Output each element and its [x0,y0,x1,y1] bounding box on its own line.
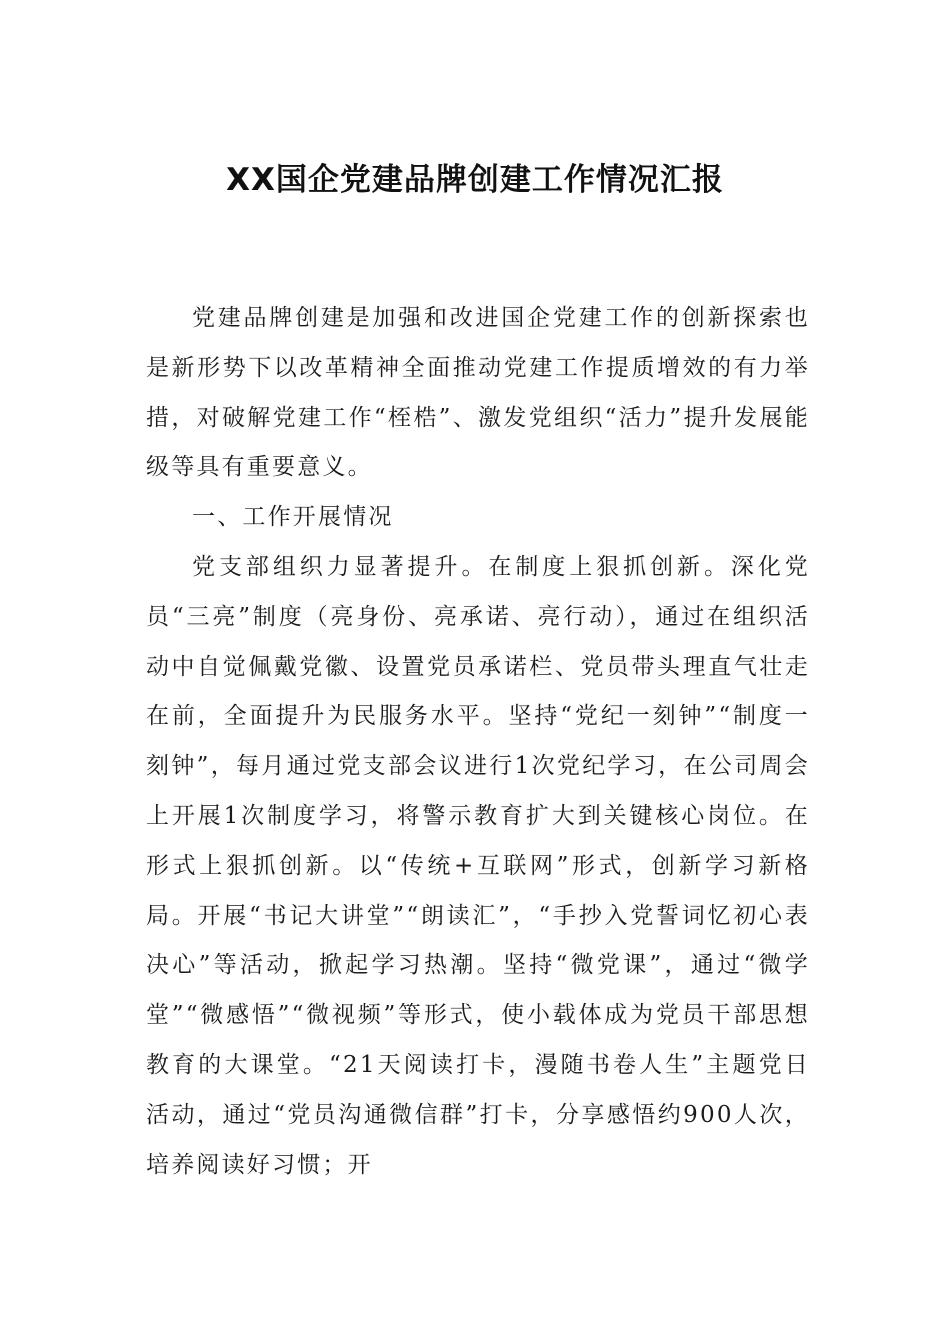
section-heading: 一、工作开展情况 [192,504,394,531]
document-body [146,294,810,1190]
section-paragraph: 党支部组织力显著提升。在制度上狠抓创新。深化党员“三亮”制度（亮身份、亮承诺、亮行动），通过在组织活动中自觉佩戴党徽、设置党员承诺栏、党员带头理直气壮走在前，全面提升为民服务水平。坚持“党纪一刻钟”“制度一刻钟”，每月通过党支部会议进行1次党纪学习，在公司周会上开展1次制度学习，将警示教育扩大到关键核心岗位。在形式上狠抓创新。以“传统+互联网”形式，创新学习新格局。开展“书记大讲堂”“朗读汇”，“手抄入党誓词忆初心表决心”等活动，掀起学习热潮。坚持“微党课”，通过“微学堂”“微感悟”“微视频”等形式，使小载体成为党员干部思想教育的大课堂。“21天阅读打卡，漫随书卷人生”主题党日活动，通过“党员沟通微信群”打卡，分享感悟约900人次，培养阅读好习惯；开 [146,553,810,1178]
intro-paragraph: 党建品牌创建是加强和改进国企党建工作的创新探索也是新形势下以改革精神全面推动党建工作提质增效的有力举措，对破解党建工作“桎梏”、激发党组织“活力”提升发展能级等具有重要意义。 [146,305,810,481]
document-title: XX国企党建品牌创建工作情况汇报 [226,162,724,198]
